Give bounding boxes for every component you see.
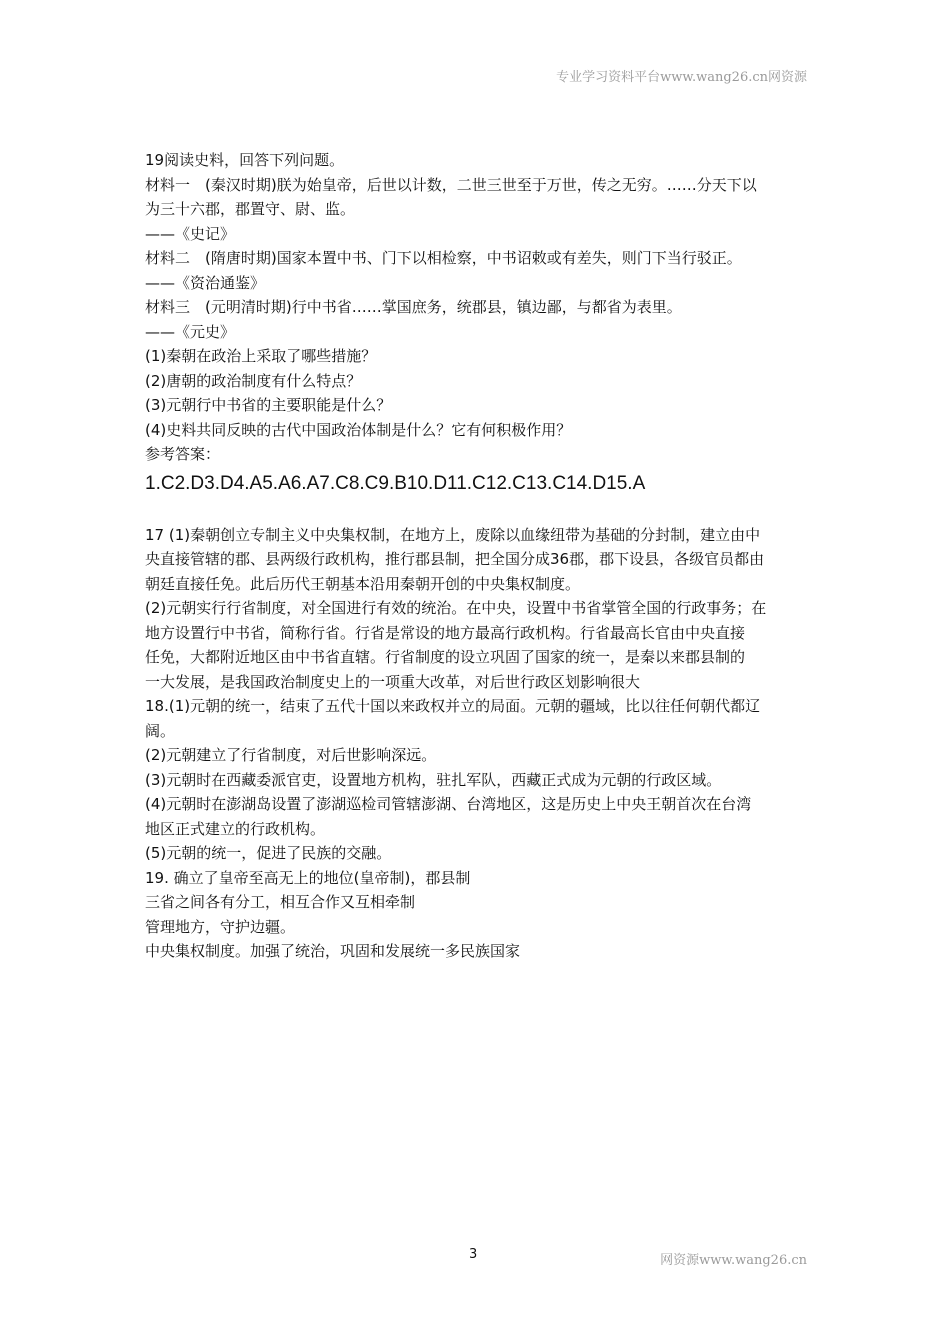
answer-18-line-3: (2)元朝建立了行省制度，对后世影响深远。 xyxy=(145,746,437,764)
answer-17-line-5: 地方设置行中书省，简称行省。行省是常设的地方最高行政机构。行省最高长官由中央直接 xyxy=(145,623,746,642)
question-1: (1)秦朝在政治上采取了哪些措施？ xyxy=(145,347,377,365)
spacer xyxy=(145,499,810,523)
answer-18-line-7: (5)元朝的统一，促进了民族的交融。 xyxy=(145,844,392,862)
material-1-line-1: 材料一 (秦汉时期)朕为始皇帝，后世以计数，二世三世至于万世，传之无穷。……分天下以 xyxy=(145,175,757,194)
answer-17-line-1: 17 (1)秦朝创立专制主义中央集权制，在地方上，废除以血缘纽带为基础的分封制，建立由中 xyxy=(145,525,761,544)
answer-18-line-1: 18.(1)元朝的统一，结束了五代十国以来政权并立的局面。元朝的疆域，比以往任何朝代都辽 xyxy=(145,697,761,715)
answer-17-line-2: 央直接管辖的郡、县两级行政机构，推行郡县制，把全国分成36郡，郡下设县，各级官员都由 xyxy=(145,550,765,568)
question-2: (2)唐朝的政治制度有什么特点？ xyxy=(145,371,362,390)
question-19-intro: 19阅读史料，回答下列问题。 xyxy=(145,151,345,169)
question-3: (3)元朝行中书省的主要职能是什么？ xyxy=(145,396,392,414)
answer-19-line-4: 中央集权制度。加强了统治，巩固和发展统一多民族国家 xyxy=(145,942,521,960)
material-2: 材料二 (隋唐时期)国家本置中书、门下以相检察，中书诏敕或有差失，则门下当行驳正。 xyxy=(145,249,742,267)
answer-17-line-7: 一大发展，是我国政治制度史上的一项重大改革，对后世行政区划影响很大 xyxy=(145,672,641,691)
choice-answers: 1.C2.D3.D4.A5.A6.A7.C8.C9.B10.D11.C12.C13.C14.D15.A xyxy=(145,472,646,494)
source-2: ——《资治通鉴》 xyxy=(145,273,266,292)
answer-17-line-3: 朝廷直接任免。此后历代王朝基本沿用秦朝开创的中央集权制度。 xyxy=(145,574,581,593)
answer-17-line-6: 任免，大都附近地区由中书省直辖。行省制度的设立巩固了国家的统一，是秦以来郡县制的 xyxy=(145,648,746,666)
document-body xyxy=(145,148,810,964)
answer-18-line-6: 地区正式建立的行政机构。 xyxy=(145,819,326,838)
footer-watermark: 网资源www.wang26.cn xyxy=(660,1253,807,1268)
answer-18-line-4: (3)元朝时在西藏委派官吏，设置地方机构，驻扎军队，西藏正式成为元朝的行政区域。 xyxy=(145,770,722,789)
source-1: ——《史记》 xyxy=(145,224,236,243)
source-3: ——《元史》 xyxy=(145,322,236,341)
page-number: 3 xyxy=(469,1247,478,1262)
answer-18-line-2: 阔。 xyxy=(145,721,176,740)
material-3: 材料三 (元明清时期)行中书省……掌国庶务，统郡县，镇边鄙，与都省为表里。 xyxy=(145,298,682,316)
question-4: (4)史料共同反映的古代中国政治体制是什么？它有何积极作用？ xyxy=(145,420,572,439)
answer-title: 参考答案： xyxy=(145,445,221,463)
answer-19-line-1: 19. 确立了皇帝至高无上的地位(皇帝制)，郡县制 xyxy=(145,868,471,887)
answer-17-line-4: (2)元朝实行行省制度，对全国进行有效的统治。在中央，设置中书省掌管全国的行政事务；在 xyxy=(145,599,767,617)
answer-18-line-5: (4)元朝时在澎湖岛设置了澎湖巡检司管辖澎湖、台湾地区，这是历史上中央王朝首次在台湾 xyxy=(145,795,752,813)
material-1-line-2: 为三十六郡，郡置守、尉、监。 xyxy=(145,200,356,218)
answer-19-line-2: 三省之间各有分工，相互合作又互相牵制 xyxy=(145,893,416,911)
answer-19-line-3: 管理地方，守护边疆。 xyxy=(145,917,296,936)
header-watermark: 专业学习资料平台www.wang26.cn网资源 xyxy=(556,70,807,85)
